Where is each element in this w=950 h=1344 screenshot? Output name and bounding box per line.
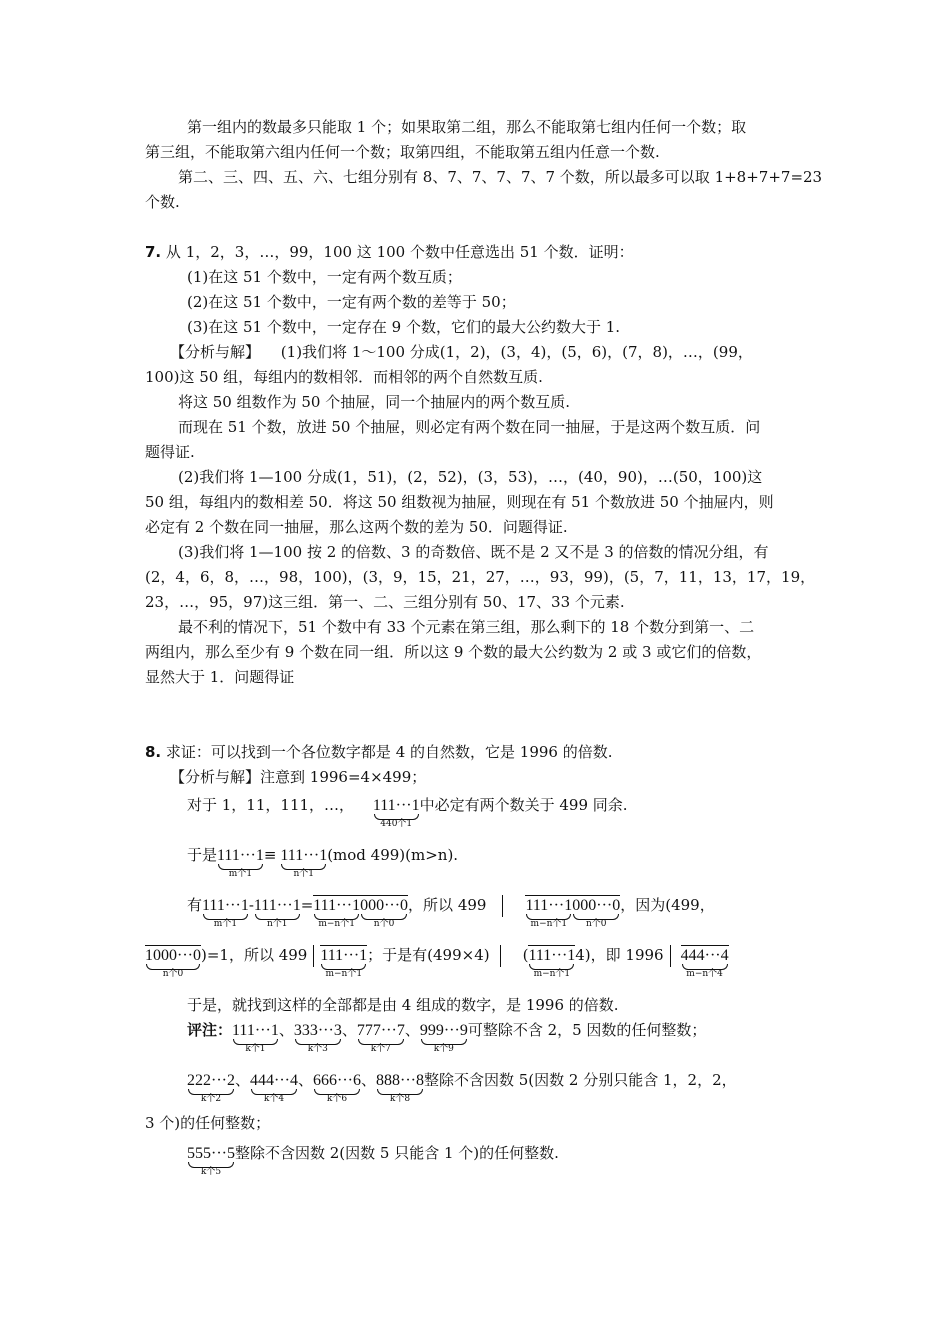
underbrace-number: 777···7 k个7 — [356, 1022, 405, 1054]
remark-tag: 评注： — [187, 1021, 233, 1039]
text-line: 显然大于 1．问题得证 — [145, 668, 295, 686]
analysis-text: 注意到 1996=4×499； — [260, 768, 427, 786]
divides-bar — [670, 945, 671, 967]
text-line: 于是，就找到这样的全部都是由 4 组成的数字，是 1996 的倍数. — [187, 996, 619, 1014]
math-line — [187, 795, 628, 829]
text-line: 将这 50 组数作为 50 个抽屉，同一个抽屉内的两个数互质. — [178, 393, 571, 411]
question-number: 7. — [145, 243, 162, 261]
question-7 — [145, 242, 634, 262]
question-item: (1)在这 51 个数中，一定有两个数互质； — [187, 268, 462, 286]
underbrace-number: 999···9 k个9 — [419, 1022, 468, 1054]
analysis-line — [170, 342, 753, 362]
remark-line: 222···2 k个2 、444···4 k个4 、666···6 k个6 、888···8 k个8 整除不含因数 5(因数 2 分别只能含 1，2，2， — [187, 1071, 737, 1104]
underbrace-number: 111···1 440个1 — [372, 797, 420, 829]
underbrace-number: 111···1 m个1 — [202, 897, 249, 929]
question-stem: 求证：可以找到一个各位数字都是 4 的自然数，它是 1996 的倍数. — [165, 743, 613, 761]
underbrace-number: 444···4 k个4 — [250, 1072, 298, 1104]
text-line: 两组内，那么至少有 9 个数在同一组．所以这 9 个数的最大公约数为 2 或 3 或它们的倍数， — [145, 643, 762, 661]
text: = — [300, 896, 314, 914]
text-line: 100)这 50 组，每组内的数相邻．而相邻的两个自然数互质. — [145, 368, 543, 386]
underbrace-number: 222···2 k个2 — [187, 1072, 235, 1104]
analysis-tag: 【分析与解】 — [170, 768, 261, 786]
overline-number — [320, 945, 368, 979]
underbrace-number: 111···1 m个1 — [217, 847, 264, 879]
text: 有 — [187, 896, 203, 914]
text-line: 第一组内的数最多只能取 1 个；如果取第二组，那么不能取第七组内任何一个数；取 — [187, 118, 747, 136]
underbrace-number: 444···4 m−n个4 — [680, 947, 729, 979]
underbrace-number: 111···1 m−n个1 — [313, 897, 361, 929]
underbrace-number: 000···0 n个0 — [572, 897, 621, 929]
divides-bar — [502, 895, 503, 917]
underbrace-number: 666···6 k个6 — [313, 1072, 361, 1104]
overline-number — [145, 945, 201, 979]
text-line: 必定有 2 个数在同一抽屉，那么这两个数的差为 50．问题得证. — [145, 518, 568, 536]
text: ，因为(499， — [620, 896, 715, 914]
underbrace-number: 888···8 k个8 — [376, 1072, 424, 1104]
overline-number — [528, 945, 576, 979]
text: )=1，所以 499 — [200, 946, 308, 964]
overline-number — [313, 895, 409, 929]
text: 中必定有两个数关于 499 同余. — [419, 796, 628, 814]
text-line: (2，4，6，8，…，98，100)，(3，9，15，21，27，…，93，99)，(5，7，11，13，17，19， — [145, 568, 816, 586]
text-line: 3 个)的任何整数； — [145, 1114, 271, 1132]
underbrace-number: 555···5 k个5 — [187, 1145, 235, 1177]
text: 整除不含因数 5(因数 2 分别只能含 1，2，2， — [423, 1071, 737, 1089]
text-line: 而现在 51 个数，放进 50 个抽屉，则必定有两个数在同一抽屉，于是这两个数互质．问 — [178, 418, 761, 436]
math-line — [187, 845, 459, 879]
underbrace-number: 1000···0 n个0 — [145, 947, 201, 979]
text-line: 个数. — [145, 193, 180, 211]
math-line: 1000···0 n个0 )=1，所以 499 111···1 m−n个1 ；于是有(499×4) (111···1 m−n个1 4)，即 1996 444···4 m−n个4 — [145, 946, 729, 979]
text: 整除不含因数 2(因数 5 只能含 1 个)的任何整数. — [234, 1144, 559, 1162]
underbrace-number: 111···1 n个1 — [280, 847, 328, 879]
text: 可整除不含 2，5 因数的任何整数； — [467, 1021, 707, 1039]
text-line: (2)我们将 1—100 分成(1，51)，(2，52)，(3，53)，…，(40，90)，…(50，100)这 — [178, 468, 763, 486]
remark-line — [187, 1143, 559, 1177]
question-item: (3)在这 51 个数中，一定存在 9 个数，它们的最大公约数大于 1. — [187, 318, 621, 336]
text: - — [248, 896, 254, 914]
text-line: (3)我们将 1—100 按 2 的倍数、3 的奇数倍、既不是 2 又不是 3 的倍数的情况分组，有 — [178, 543, 769, 561]
divides-bar — [500, 945, 501, 967]
underbrace-number: 111···1 m−n个1 — [528, 947, 576, 979]
question-8 — [145, 742, 612, 762]
analysis-text: (1)我们将 1～100 分成(1，2)，(3，4)，(5，6)，(7，8)，…，(99， — [280, 343, 753, 361]
text: ≡ — [263, 846, 277, 864]
text-line: 题得证. — [145, 443, 195, 461]
text: ，所以 499 — [408, 896, 487, 914]
underbrace-number: 111···1 n个1 — [253, 897, 301, 929]
text: 4)，即 1996 — [575, 946, 664, 964]
text-line: 第二、三、四、五、六、七组分别有 8、7、7、7、7、7 个数，所以最多可以取 1+8+7+7=23 — [178, 168, 823, 186]
question-number: 8. — [145, 743, 162, 761]
analysis-line — [170, 767, 426, 787]
question-stem: 从 1，2，3，…，99，100 这 100 个数中任意选出 51 个数．证明： — [165, 243, 634, 261]
text: 于是 — [187, 846, 218, 864]
text-line: 50 组，每组内的数相差 50．将这 50 组数视为抽屉，则现在有 51 个数放进 50 个抽屉内，则 — [145, 493, 774, 511]
underbrace-number: 333···3 k个3 — [293, 1022, 342, 1054]
math-line — [187, 895, 715, 929]
question-item: (2)在这 51 个数中，一定有两个数的差等于 50； — [187, 293, 516, 311]
text-line: 第三组，不能取第六组内任何一个数；取第四组，不能取第五组内任意一个数. — [145, 143, 660, 161]
text-line: 最不利的情况下，51 个数中有 33 个元素在第三组，那么剩下的 18 个数分到第一、二 — [178, 618, 755, 636]
text: (mod 499)(m>n). — [327, 846, 459, 864]
underbrace-number: 111···1 m−n个1 — [320, 947, 368, 979]
text-line: 23，…，95，97)这三组．第一、二、三组分别有 50、17、33 个元素. — [145, 593, 625, 611]
overline-number — [525, 895, 621, 929]
divides-bar — [313, 945, 314, 967]
remark-line: 评注：111···1 k个1 、333···3 k个3 、777···7 k个7 、999···9 k个9 可整除不含 2，5 因数的任何整数； — [187, 1021, 707, 1054]
underbrace-number: 111···1 k个1 — [232, 1022, 279, 1054]
text: 对于 1，11，111，…， — [187, 796, 355, 814]
text: ；于是有(499×4) — [367, 946, 490, 964]
overline-number — [680, 945, 729, 979]
underbrace-number: 111···1 m−n个1 — [525, 897, 573, 929]
analysis-tag: 【分析与解】 — [170, 343, 261, 361]
underbrace-number: 000···0 n个0 — [360, 897, 409, 929]
